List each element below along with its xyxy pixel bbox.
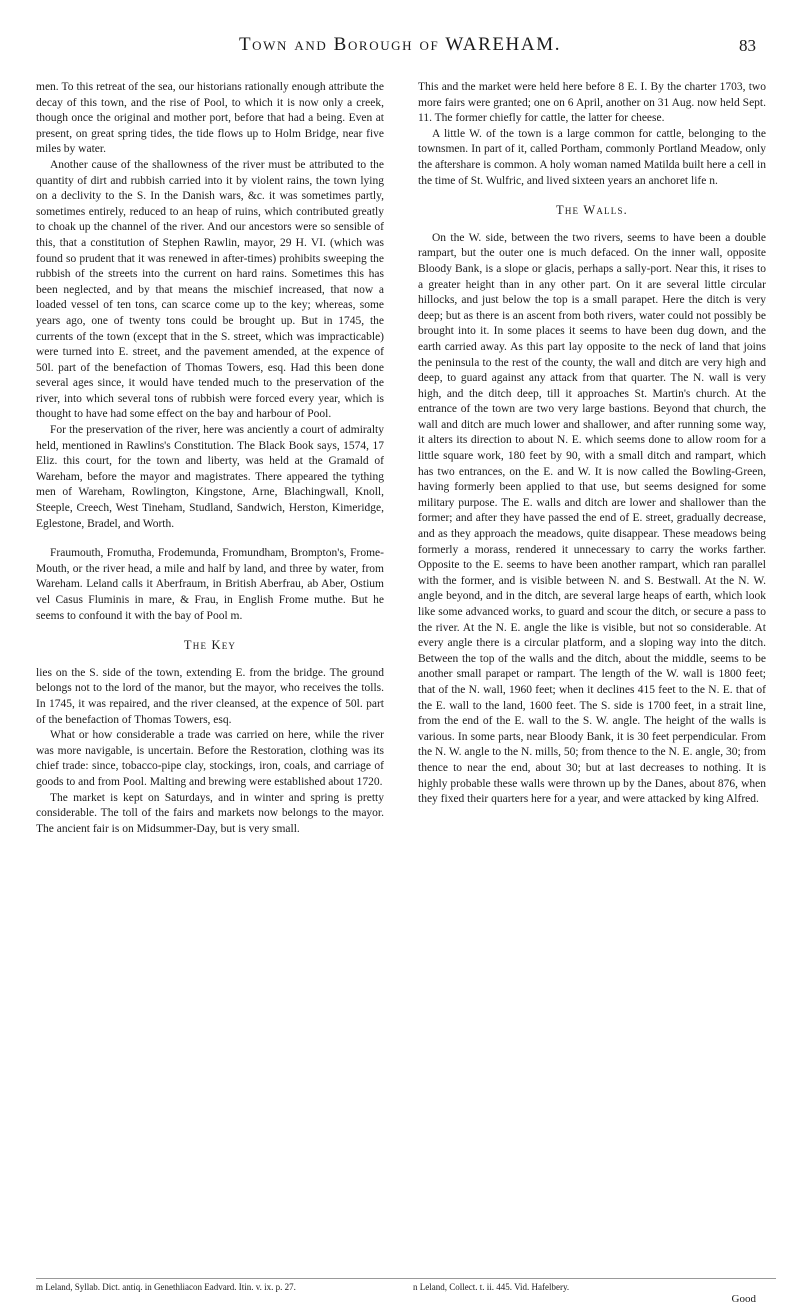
left-column [36,80,384,837]
footnote-n: n Leland, Collect. t. ii. 445. Vid. Hafelbery. [413,1282,570,1292]
paragraph: The market is kept on Saturdays, and in winter and spring is pretty considerable. The toll of the fairs and markets now belongs to the mayor. The ancient fair is on Midsummer-Day, but is very small. [36,791,384,835]
paragraph: Another cause of the shallowness of the river must be attributed to the quantity of dirt and rubbish carried into it by violent rains, the town lying on a declivity to the S. In the Danish wars, &c. it was sometimes partly, sometimes entirely, reduced to an heap of ruins, which contributed greatly to choak up the channel of the river. And our ancestors were so sensible of this, that a constitution of Stephen Rawlin, mayor, 29 H. VI. (which was found so prudent that it was renewed in after-times) prohibits sweeping the rubbish of the streets into the current on hard rains. Sometimes this has been neglected, and by that means the mischief increased, that now a loaded vessel of ten tons, can scarce come up to the key; whereas, some years ago, one of twenty tons could be brought up. But in 1745, the currents of the town (except that in the S. street, which was impracticable) were turned into E. street, and the pavement amended, at the expence of 50l. part of the benefaction of Thomas Towers, esq. Had this been done several ages since, it would have tended much to the preservation of the river, into which several tons of rubbish were forced every year, which is thought to have had some effect on the bay and harbour of Pool. [36,158,384,421]
footnote-m: m Leland, Syllab. Dict. antiq. in Genethliacon Eadvard. Itin. v. ix. p. 27. [36,1282,296,1292]
right-column [418,80,766,808]
paragraph: lies on the S. side of the town, extending E. from the bridge. The ground belongs not to the lord of the manor, but the mayor, who receives the tolls. In 1745, it was repaired, and the river cleansed, at the expence of 50l. part of the benefaction of Thomas Towers, esq. [36,666,384,726]
page-number: 83 [739,36,756,55]
paragraph: For the preservation of the river, here was anciently a court of admiralty held, mentioned in Rawlins's Constitution. The Black Book says, 1574, 17 Eliz. this court, for the town and liberty, was held at the Gramald of Wareham, before the mayor and magistrates. There appeared the tything men of Wareham, Rowlington, Kingstone, Arne, Blachingwall, Knoll, Steeple, Creech, West Tineham, Studland, Sandwich, Herston, Kimeridge, Eglestone, Bradel, and Worth. [36,424,384,530]
paragraph: This and the market were held here before 8 E. I. By the charter 1703, two more fairs were granted; one on 6 April, another on 31 Aug. now held Sept. 11. The former chiefly for cattle, the latter for cheese. [418,81,766,125]
running-title: Town and Borough of WAREHAM. [238,34,562,55]
section-heading-walls: The Walls. [556,203,628,218]
paragraph: men. To this retreat of the sea, our historians rationally enough attribute the decay of this town, and the rise of Pool, to which it is now only a creek, though once the original and mother port, before that had a being. Even at present, on great spring tides, the tide flows up to Holm Bridge, near five miles by water. [36,81,384,156]
footnotes [36,1278,776,1293]
paragraph: What or how considerable a trade was carried on here, while the river was more navigable, is uncertain. Before the Restoration, clothing was its chief trade: since, tobacco-pipe clay, stockings, iron, coals, and carriage of goods to and from Pool. Malting and brewing were established about 1720. [36,729,384,788]
paragraph: A little W. of the town is a large common for cattle, belonging to the townsmen. In part of it, called Portham, commonly Portland Meadow, only the aftershare is common. A holy woman named Matilda built here a cell in the time of St. Wulfric, and lived sixteen years an anchoret life n. [418,127,766,187]
page-header [0,34,800,74]
catchword: Good [731,1293,756,1305]
paragraph-fraumouth: Fraumouth, Fromutha, Frodemunda, Fromundham, Brompton's, Frome-Mouth, or the river head, a mile and half by land, and three by water, from Wareham. Leland calls it Aberfraum, in British Aberfrau, ab Aber, Ostium vel Casus Fluminis in mare, & Frau, in English Frome muthe. But he seems to confound it with the bay of Pool m. [36,547,384,622]
paragraph: On the W. side, between the two rivers, seems to have been a double rampart, but the outer one is much defaced. On the inner wall, opposite Bloody Bank, is a slope or glacis, perhaps a sally-port. Near this, it rises to a greater height than in any other part. On it are several little circular hillocks, and just below the top is a small parapet. Here the ditch is very deep; but as there is an ascent from both rivers, water could not possibly be brought into it. In some places it seems to have been dug down, and the earth carried away. As this part lay opposite to the neck of land that joins the peninsula to the rest of the county, the wall and ditch are very high and deep, to guard against any attack from that quarter. The N. wall is very high, and the ditch deep, till it approaches St. Martin's church. At the entrance of the town are two very large bastions. Beyond that church, the wall and ditch are much lower and shallower, and after running some way, it alters its direction to about N. E. which seems done to allow room for a little square work, 180 feet by 90, with a small ditch and rampart, which has two entrances, on the E. and W. It is now called the Bowling-Green, having formerly been applied to that use, but seems designed for some military purpose. The E. walls and ditch are lower and shallower than the former; and after they have passed the end of E. street, gradually decrease, and as they approach the meadows, quite disappear. These meadows being formerly a morass, rendered it unnecessary to carry the works farther. Opposite to the E. seems to have been another rampart, which ran parallel with the former, and is visible between N. and S. Bestwall. At the N. W. angle beyond, and in the ditch, are several large heaps of earth, which look like some advanced works, to guard and scour the ditch, or secure a pass to the river. At the N. E. angle the like is visible, but not so considerable. At every angle there is a circular platform, and a sloping way into the ditch. Between the top of the walls and the ditch, about the middle, seems to be another small parapet or rampart. The length of the W. wall is 1800 feet; that of the N. wall, 1960 feet; when it declines 415 feet to the N. E. that of the E. wall to the land, 1600 feet. The S. side is 1700 feet, in a strait line, from the end of the E. wall to the S. W. angle. The height of the walls is various. In some parts, near Bloody Bank, it is 30 feet perpendicular. From the N. W. angle to the N. mills, 50; from thence to the N. E. angle, 30; from thence to near the end, about 30; but at last decreases to nothing. It is highly probable these walls were thrown up by the Danes, about 876, when they fixed their quarters here for a year, and were attacked by king Alfred. [418,231,766,806]
section-heading-key: The Key [183,638,237,653]
